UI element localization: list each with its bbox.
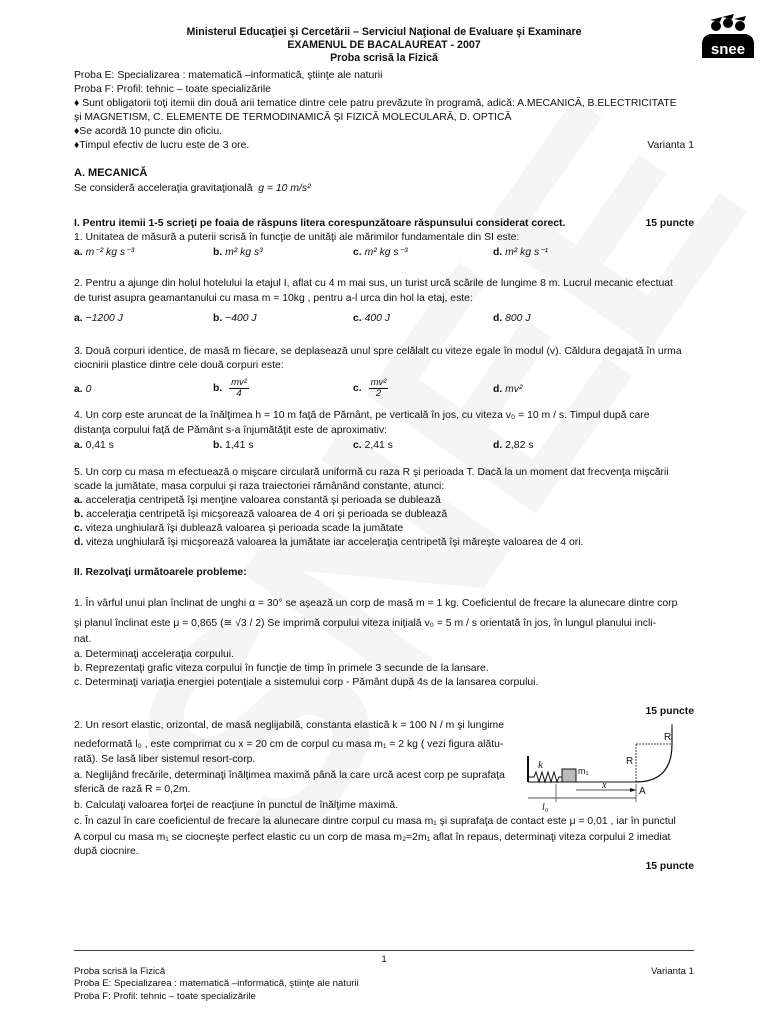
q4-option-b: b. 1,41 s bbox=[213, 440, 254, 451]
intro-line-2: Proba F: Profil: tehnic – toate specializările bbox=[74, 84, 271, 95]
label-m1: m₁ bbox=[578, 766, 589, 776]
q3-text-1: 3. Două corpuri identice, de masă m fiecare, se deplasează unul spre celălalt cu viteze egale în modul (v). Căldura degajată în urma bbox=[74, 346, 682, 357]
q4-options bbox=[74, 439, 694, 453]
p2-item-a-1: a. Neglijând frecările, determinaţi înălţimea maximă până la care urcă acest corp pe suprafaţa bbox=[74, 770, 505, 781]
snee-logo bbox=[696, 14, 760, 62]
label-R-top: R bbox=[664, 732, 672, 743]
p2-item-c-3: după ciocnire. bbox=[74, 846, 139, 857]
p2-item-a-2: sferică de rază R = 0,2m. bbox=[74, 784, 191, 795]
q2-options bbox=[74, 312, 694, 326]
q4-text-1: 4. Un corp este aruncat de la înălţimea h = 10 m faţă de Pământ, pe verticală în jos, cu viteza v₀ = 10 m / s. Timpul după care bbox=[74, 410, 650, 421]
q3-option-d: d. mv² bbox=[493, 384, 523, 395]
q1-option-a: a. m⁻² kg s⁻³ bbox=[74, 247, 135, 258]
p2-item-c-1: c. În cazul în care coeficientul de frecare la alunecare dintre corpul cu masa m₁ şi suprafaţa de contact este μ = 0,01 , iar în punctul bbox=[74, 816, 676, 827]
gravity-formula: g = 10 m/s² bbox=[258, 183, 311, 194]
q2-option-a: a. −1200 J bbox=[74, 313, 123, 324]
footer-line-2: Proba E: Specializarea : matematică –informatică, ştiinţe ale naturii bbox=[74, 978, 359, 990]
logo-text: snee bbox=[710, 41, 746, 58]
label-x: x bbox=[602, 780, 607, 791]
q2-text-2: de turist asupra geamantanului cu masa m = 10kg , pentru a-l urca din hol la etaj, este: bbox=[74, 293, 473, 304]
label-R-side: R bbox=[626, 756, 634, 767]
intro-line-4: şi MAGNETISM, C. ELEMENTE DE TERMODINAMICĂ ŞI FIZICĂ MOLECULARĂ, D. OPTICĂ bbox=[74, 112, 512, 123]
q4-option-d: d. 2,82 s bbox=[493, 440, 534, 451]
q1-option-d: d. m² kg s⁻¹ bbox=[493, 247, 549, 258]
part1-points: 15 puncte bbox=[645, 218, 694, 229]
q4-text-2: distanţa corpului faţă de Pământ s-a înjumătăţit este de aproximativ: bbox=[74, 425, 388, 436]
q5-text-1: 5. Un corp cu masa m efectuează o mişcare circulară uniformă cu raza R şi perioada T. Dacă la un moment dat frecvenţa mişcării bbox=[74, 467, 669, 478]
q3-option-a: a. 0 bbox=[74, 384, 92, 395]
x-arrow-head bbox=[630, 788, 636, 792]
q1-options bbox=[74, 246, 694, 260]
p2-item-b: b. Calculaţi valoarea forţei de reacţiune în punctul de înălţime maximă. bbox=[74, 800, 399, 811]
p2-points: 15 puncte bbox=[645, 861, 694, 872]
intro-line-3: ♦ Sunt obligatorii toţi itemii din două arii tematice dintre cele patru prevăzute în programă, adică: A.MECANICĂ, B.ELECTRICITATE bbox=[74, 98, 677, 109]
q4-option-c: c. 2,41 s bbox=[353, 440, 393, 451]
footer-line-1: Proba scrisă la Fizică bbox=[74, 966, 166, 977]
gravity-line: Se consideră acceleraţia gravitaţională g = 10 m/s² bbox=[74, 183, 311, 194]
p1-points: 15 puncte bbox=[645, 706, 694, 717]
label-A: A bbox=[639, 786, 646, 797]
q1-option-c: c. m² kg s⁻³ bbox=[353, 247, 408, 258]
intro-line-6: ♦Timpul efectiv de lucru este de 3 ore. bbox=[74, 140, 250, 151]
p1-item-a: a. Determinaţi acceleraţia corpului. bbox=[74, 649, 234, 660]
footer-line-3: Proba F: Profil: tehnic – toate specializările bbox=[74, 990, 256, 1002]
q3-option-c: c. $\frac{\text{mv²}}{2}$ bbox=[353, 377, 387, 399]
block-m1 bbox=[562, 769, 576, 782]
intro-line-1: Proba E: Specializarea : matematică –informatică, ştiinţe ale naturii bbox=[74, 70, 383, 81]
q1-text: 1. Unitatea de măsură a puterii scrisă în funcţie de unităţi ale mărimilor fundamentale din SI este: bbox=[74, 232, 520, 243]
label-l0: l₀ bbox=[542, 802, 549, 813]
part1-instruction: I. Pentru itemii 1-5 scrieţi pe foaia de răspuns litera corespunzătoare răspunsului considerat corect. bbox=[74, 218, 566, 229]
q3-options bbox=[74, 378, 694, 404]
spring-figure bbox=[526, 722, 696, 814]
p1-text-2: şi planul înclinat este μ = 0,865 (≅ √3 / 2) Se imprimă corpului viteza iniţială v₀ = 5 m / s orientată în jos, în lungul planului incli- bbox=[74, 618, 657, 629]
exam-title: EXAMENUL DE BACALAUREAT - 2007 bbox=[287, 39, 481, 52]
page-header bbox=[0, 26, 768, 66]
p1-item-b: b. Reprezentaţi grafic viteza corpului în funcţie de timp în primele 3 secunde de la lansare. bbox=[74, 663, 489, 674]
q5-option-b: b. acceleraţia centripetă îşi micşorează valoarea de 4 ori şi perioada se dublează bbox=[74, 509, 448, 520]
q2-option-b: b. −400 J bbox=[213, 313, 257, 324]
page-number: 1 bbox=[381, 954, 387, 965]
q4-option-a: a. 0,41 s bbox=[74, 440, 114, 451]
footer-variant: Varianta 1 bbox=[650, 966, 694, 977]
variant-label: Varianta 1 bbox=[647, 140, 694, 151]
footer-divider bbox=[74, 950, 694, 951]
q3-text-2: ciocnirii plastice dintre cele două corpuri este: bbox=[74, 360, 284, 371]
page-footer bbox=[74, 966, 694, 1003]
p2-item-c-2: A corpul cu masa m₁ se ciocneşte perfect elastic cu un corp de masa m₂=2m₁ aflat în repaus, determinaţi viteza corpului 2 imediat bbox=[74, 832, 671, 843]
p2-text-1: 2. Un resort elastic, orizontal, de masă neglijabilă, constanta elastică k = 100 N / m şi lungime bbox=[74, 720, 504, 731]
q2-text-1: 2. Pentru a ajunge din holul hotelului la etajul I, aflat cu 4 m mai sus, un turist urcă scările de lungime 8 m. Lucrul mecanic efectuat bbox=[74, 278, 673, 289]
q3-option-b: b. $\frac{\text{mv²}}{4}$ bbox=[213, 377, 247, 399]
part2-title: II. Rezolvaţi următoarele probleme: bbox=[74, 567, 247, 578]
q5-option-c: c. viteza unghiulară îşi dublează valoarea şi perioada scade la jumătate bbox=[74, 523, 404, 534]
subject-title: Proba scrisă la Fizică bbox=[330, 52, 438, 65]
p2-text-3: rată). Se lasă liber sistemul resort-corp. bbox=[74, 754, 256, 765]
ministry-line: Ministerul Educaţiei şi Cercetării – Serviciul Naţional de Evaluare şi Examinare bbox=[186, 26, 582, 38]
section-title: A. MECANICĂ bbox=[74, 167, 148, 179]
q1-option-b: b. m² kg s³ bbox=[213, 247, 263, 258]
p1-item-c: c. Determinaţi variaţia energiei potenţiale a sistemului corp - Pământ după 4s de la lansarea corpului. bbox=[74, 677, 539, 688]
intro-line-5: ♦Se acordă 10 puncte din oficiu. bbox=[74, 126, 222, 137]
p1-text-3: nat. bbox=[74, 634, 92, 645]
q5-text-2: scade la jumătate, masa corpului şi raza traiectoriei rămânând constante, atunci: bbox=[74, 481, 445, 492]
p1-text-1: 1. În vârful unui plan înclinat de unghi α = 30° se aşează un corp de masă m = 1 kg. Coeficientul de frecare la alunecare dintre corp bbox=[74, 598, 678, 609]
q2-option-d: d. 800 J bbox=[493, 313, 531, 324]
label-k: k bbox=[538, 759, 543, 771]
q2-option-c: c. 400 J bbox=[353, 313, 390, 324]
p2-text-2: nedeformată l₀ , este comprimat cu x = 20 cm de corpul cu masa m₁ = 2 kg ( vezi figura alătu- bbox=[74, 739, 504, 750]
q5-option-a: a. acceleraţia centripetă îşi menţine valoarea constantă şi perioada se dublează bbox=[74, 495, 441, 506]
q5-option-d: d. viteza unghiulară îşi micşorează valoarea la jumătate iar acceleraţia centripetă îşi măreşte valoarea de 4 ori. bbox=[74, 537, 584, 548]
spring bbox=[528, 772, 562, 782]
